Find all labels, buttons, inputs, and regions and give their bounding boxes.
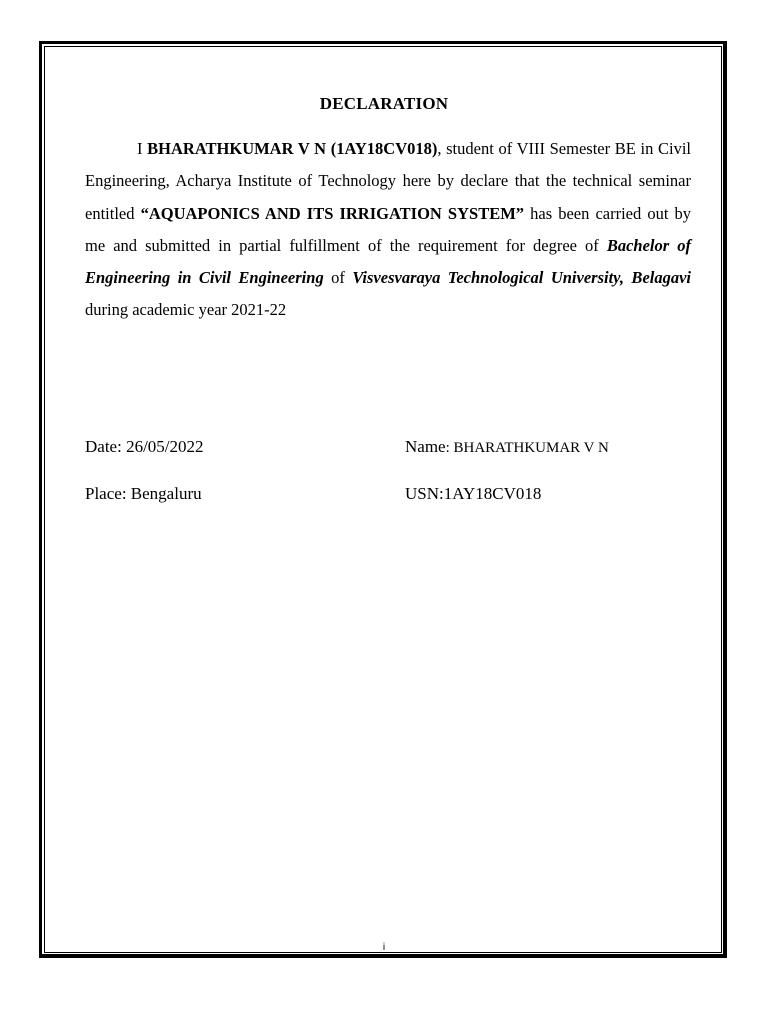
usn-label: USN: <box>405 484 444 503</box>
declaration-text-3: of <box>323 268 353 288</box>
place-field <box>85 484 202 504</box>
page-number: i <box>382 942 386 953</box>
degree-name: Bachelor of Engineering in Civil Engineering <box>85 235 691 288</box>
student-usn: (1AY18CV018) <box>330 139 438 158</box>
name-label: Name <box>405 437 446 456</box>
place-label: Place: <box>85 484 131 503</box>
name-value: : BHARATHKUMAR V N <box>445 440 609 456</box>
usn-field <box>405 484 541 504</box>
seminar-title: “AQUAPONICS AND ITS IRRIGATION SYSTEM” <box>140 203 525 223</box>
page-title: DECLARATION <box>319 94 449 113</box>
date-field <box>85 437 204 457</box>
declaration-text-2: has been carried out by me and submitted in partial fulfillment of the requirement for degree of <box>85 203 691 255</box>
date-value: 26/05/2022 <box>126 437 204 456</box>
date-label: Date: <box>85 437 127 456</box>
university-name: Visvesvaraya Technological University, Belagavi <box>352 268 692 288</box>
usn-value: 1AY18CV018 <box>443 484 542 503</box>
declaration-paragraph <box>85 133 691 327</box>
declaration-text-1: , student of VIII Semester BE in Civil Engineering, Acharya Institute of Technology here by declare that the technical seminar entitled <box>85 139 691 223</box>
student-name: BHARATHKUMAR V N <box>147 139 327 158</box>
declaration-intro: I <box>137 139 148 158</box>
declaration-text-4: during academic year 2021-22 <box>85 300 287 320</box>
place-value: Bengaluru <box>130 484 202 503</box>
name-field <box>405 437 609 457</box>
